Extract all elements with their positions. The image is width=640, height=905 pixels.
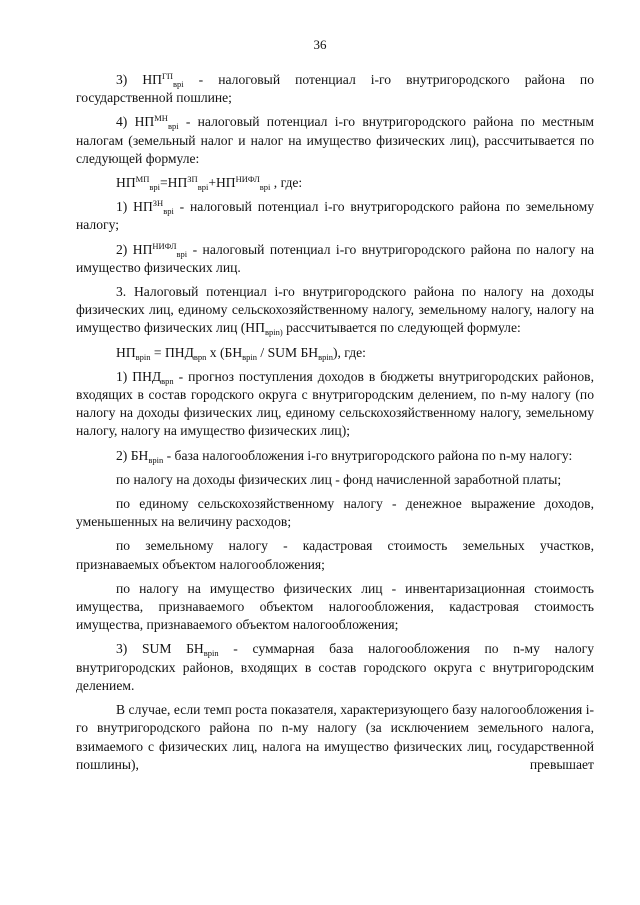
paragraph-item-4-mn: 4) $НП^{МН}_{врi}$ - налоговый потенциал i-го внутригородского района по местным налогам (земельный налог и налог на имущество физических лиц), рассчитывается по следующей формуле: — [76, 113, 595, 166]
document-body — [76, 71, 594, 780]
paragraph-growth-rate: В случае, если темп роста показателя, характеризующего базу налогообложения i-го внутригородского района по n-му налогу (за исключением земельного налога, взимаемого с физических лиц, налога на имущество физических лиц, государственной пошлины), превышает — [76, 702, 594, 772]
paragraph-bn: 2) $БН_{врin}$ - база налогообложения i-го внутригородского района по n-му налогу: — [116, 447, 573, 465]
paragraph-item-3-gp: 3) $НП^{ГП}_{врi}$ - налоговый потенциал i-го внутригородского района по государственной пошлине; — [76, 71, 595, 106]
paragraph-sum-bn: 3) SUM $БН_{врin}$ - суммарная база налогообложения по n-му налогу внутригородских районов, входящих в состав городского округа с внутригородским делением. — [76, 641, 594, 693]
paragraph-item-1-zn: 1) $НП^{ЗН}_{врi}$ - налоговый потенциал i-го внутригородского района по земельному налогу; — [76, 198, 594, 233]
paragraph-eshn-base: по единому сельскохозяйственному налогу - денежное выражение доходов, уменьшенных на величину расходов; — [76, 496, 594, 530]
paragraph-pnd: 1) $ПНД_{врn}$ - прогноз поступления доходов в бюджеты внутригородских районов, входящих в состав городского округа с внутригородским делением, по n-му налогу (по налогу на доходы физических лиц, единому сельскохозяйственному налогу, земельному налогу, налогу на имущество физических лиц); — [76, 368, 594, 439]
formula-mp: $НП^{МП}_{врi}=НП^{ЗП}_{врi}+НП^{НИФЛ}_{врi}$ , где: — [116, 174, 303, 193]
formula-np: $НП_{врin} = ПНД_{врn}$ х ($БН_{врin}$ / SUM $БН_{врin}$), где: — [116, 344, 366, 362]
paragraph-property-base: по налогу на имущество физических лиц - инвентаризационная стоимость имущества, признаваемого объектом налогообложения, кадастровая стоимость имущества, признаваемого объектом налогообложения; — [76, 580, 594, 633]
paragraph-ndfl-base: по налогу на доходы физических лиц - фонд начисленной заработной платы; — [116, 471, 562, 487]
paragraph-section-3: 3. Налоговый потенциал i-го внутригородского района по налогу на доходы физических лиц, единому сельскохозяйственному налогу, земельному налогу, налогу на имущество физических лиц ($НП_{врin)}$ рассчитывается по следующей формуле: — [76, 284, 594, 338]
page-number: 36 — [313, 37, 327, 52]
paragraph-land-base: по земельному налогу - кадастровая стоимость земельных участков, признаваемых объектом налогообложения; — [76, 538, 594, 572]
paragraph-item-2-nifl: 2) $НП^{НИФЛ}_{врi}$ - налоговый потенциал i-го внутригородского района по налогу на имущество физических лиц. — [76, 240, 594, 275]
